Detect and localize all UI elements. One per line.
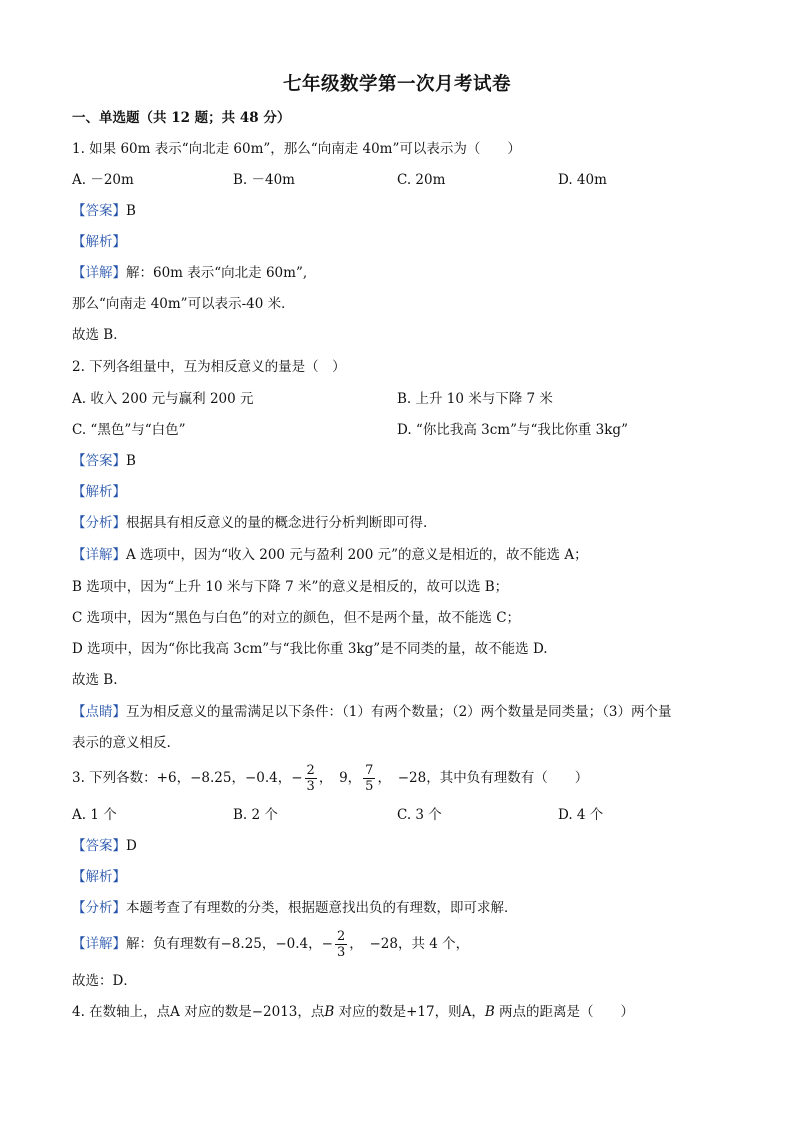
- q2-option-c: C. “黑色”与“白色”: [72, 422, 186, 438]
- q3-detail: [72, 926, 469, 962]
- q4-stem-part-b: 对应的数是−2013，点: [179, 1004, 325, 1020]
- dianjing-label: 【点睛】: [72, 704, 126, 720]
- q3-answer-value: D: [126, 838, 137, 854]
- q2-detail-line-2: C 选项中，因为“黑色与白色”的对立的颜色，但不是两个量，故不能选 C；: [72, 610, 521, 626]
- q2-option-b: B. 上升 10 米与下降 7 米: [397, 391, 553, 407]
- fraction-denominator: 3: [336, 945, 346, 960]
- page-title: 七年级数学第一次月考试卷: [282, 74, 511, 95]
- q1-option-b: B. －40m: [233, 172, 295, 188]
- q3-analysis-label: 【解析】: [72, 869, 126, 885]
- q1-option-d: D. 40m: [558, 172, 607, 188]
- q2-fenxi: [72, 514, 427, 532]
- q4-stem-part-c: 对应的数是+17，则: [334, 1004, 462, 1020]
- fenxi-label: 【分析】: [72, 515, 126, 531]
- q1-answer-value: B: [126, 203, 136, 219]
- q1-detail: [72, 264, 307, 282]
- fraction-numerator: 7: [365, 763, 374, 778]
- q2-detail-line-3: D 选项中，因为“你比我高 3cm”与“我比你重 3kg”是不同类的量，故不能选 D.: [72, 641, 548, 657]
- q1-analysis-label: 【解析】: [72, 234, 126, 250]
- q3-fenxi: [72, 899, 518, 917]
- q3-detail-part-b: ， −28，共 4 个，: [349, 936, 470, 952]
- q3-option-d: D. 4 个: [558, 807, 604, 823]
- detail-label: 【详解】: [72, 547, 126, 563]
- answer-label: 【答案】: [72, 838, 126, 854]
- q1-option-c: C. 20m: [397, 172, 446, 188]
- q3-option-b: B. 2 个: [233, 807, 278, 823]
- q3-option-c: C. 3 个: [397, 807, 442, 823]
- q1-detail-line-1: 那么“向南走 40m”可以表示-40 米．: [72, 296, 295, 312]
- q3-conclusion: 故选：D．: [72, 973, 137, 989]
- q4-stem-part-e: 两点的距离是（ ）: [494, 1004, 635, 1020]
- q3-fenxi-text: 本题考查了有理数的分类，根据题意找出负的有理数，即可求解．: [126, 900, 518, 916]
- q2-answer-value: B: [126, 453, 136, 469]
- answer-label: 【答案】: [72, 453, 126, 469]
- q2-dianjing-line-2: 表示的意义相反.: [72, 735, 171, 751]
- q3-option-a: A. 1 个: [72, 807, 117, 823]
- fraction-two-thirds: [305, 763, 317, 794]
- q1-answer: [72, 202, 136, 220]
- q4-stem-part-d: ，: [471, 1004, 485, 1020]
- question-1-stem: 1. 如果 60m 表示“向北走 60m”，那么“向南走 40m”可以表示为（ ）: [72, 141, 521, 157]
- fraction-numerator: 2: [336, 929, 346, 944]
- q2-answer: [72, 452, 136, 470]
- q2-detail: [72, 546, 588, 564]
- point-b-label: B: [324, 1004, 335, 1020]
- question-3-stem: [72, 760, 588, 796]
- q2-detail-line-4: 故选 B.: [72, 672, 118, 688]
- q1-detail-line-2: 故选 B．: [72, 327, 127, 343]
- point-a-label: A: [461, 1004, 472, 1020]
- fraction-two-thirds: [335, 929, 347, 960]
- question-2-stem: 2. 下列各组量中，互为相反意义的量是（ ）: [72, 359, 346, 375]
- fraction-denominator: 3: [306, 779, 315, 794]
- q3-detail-part-a: 解：负有理数有−8.25，−0.4，−: [126, 936, 333, 952]
- q3-stem-part-b: ， 9，: [318, 770, 362, 786]
- q4-stem-part-a: 4. 在数轴上，点: [72, 1004, 171, 1020]
- fraction-denominator: 5: [365, 779, 374, 794]
- section-heading: 一、单选题（共 12 题；共 48 分）: [72, 110, 291, 126]
- q2-fenxi-text: 根据具有相反意义的量的概念进行分析判断即可得.: [126, 515, 428, 531]
- q2-detail-line-1: B 选项中，因为“上升 10 米与下降 7 米”的意义是相反的，故可以选 B；: [72, 579, 509, 595]
- q3-stem-part-c: ， −28，其中负有理数有（ ）: [377, 770, 589, 786]
- q3-stem-part-a: 3. 下列各数：+6，−8.25，−0.4，−: [72, 770, 303, 786]
- question-4-stem: [72, 1003, 634, 1021]
- detail-label: 【详解】: [72, 936, 126, 952]
- point-a-label: A: [170, 1004, 180, 1020]
- q2-option-d: D. “你比我高 3cm”与“我比你重 3kg”: [397, 422, 628, 438]
- q3-answer: [72, 837, 137, 855]
- fenxi-label: 【分析】: [72, 900, 126, 916]
- detail-label: 【详解】: [72, 265, 126, 281]
- answer-label: 【答案】: [72, 203, 126, 219]
- q1-option-a: A. －20m: [72, 172, 134, 188]
- q2-dianjing-text: 互为相反意义的量需满足以下条件：（1）有两个数量；（2）两个数量是同类量；（3）两个量: [126, 704, 672, 720]
- q2-detail-text: A 选项中，因为“收入 200 元与盈利 200 元”的意义是相近的，故不能选 A；: [126, 547, 588, 563]
- q1-detail-text: 解：60m 表示“向北走 60m”,: [126, 265, 308, 281]
- fraction-seven-fifths: [363, 763, 375, 794]
- q2-option-a: A. 收入 200 元与赢利 200 元: [72, 391, 254, 407]
- q2-dianjing: [72, 703, 672, 721]
- fraction-numerator: 2: [306, 763, 315, 778]
- point-b-label: B: [484, 1004, 495, 1020]
- q2-analysis-label: 【解析】: [72, 484, 126, 500]
